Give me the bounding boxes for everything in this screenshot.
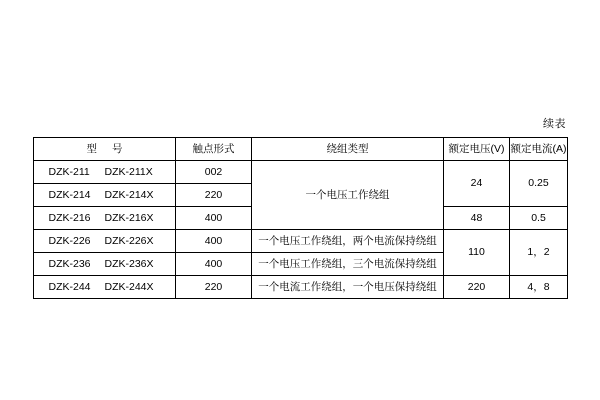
cell-winding-type: 一个电压工作绕组，两个电流保持绕组	[252, 230, 444, 253]
column-header-winding-type: 绕组类型	[252, 138, 444, 161]
column-header-model: 型 号	[34, 138, 176, 161]
model-code-a: DZK-236	[48, 257, 91, 270]
cell-contact-form: 400	[176, 207, 252, 230]
model-code-b: DZK-216X	[104, 211, 154, 224]
cell-model	[34, 276, 176, 299]
column-header-rated-voltage: 额定电压(V)	[444, 138, 510, 161]
table-header-row	[34, 138, 568, 161]
cell-model	[34, 230, 176, 253]
cell-contact-form: 220	[176, 276, 252, 299]
cell-contact-form: 400	[176, 230, 252, 253]
model-code-a: DZK-226	[48, 234, 91, 247]
column-header-contact-form: 触点形式	[176, 138, 252, 161]
specification-table	[33, 137, 568, 299]
cell-rated-voltage: 24	[444, 161, 510, 207]
model-code-b: DZK-211X	[104, 165, 153, 178]
cell-model	[34, 184, 176, 207]
continued-table-label: 续表	[543, 118, 566, 130]
cell-model	[34, 161, 176, 184]
cell-contact-form: 220	[176, 184, 252, 207]
cell-rated-current: 0.5	[510, 207, 568, 230]
model-code-b: DZK-226X	[104, 234, 154, 247]
model-code-a: DZK-244	[48, 280, 91, 293]
model-code-a: DZK-216	[48, 211, 91, 224]
cell-rated-voltage: 48	[444, 207, 510, 230]
model-code-b: DZK-214X	[104, 188, 154, 201]
model-code-a: DZK-214	[48, 188, 91, 201]
cell-rated-voltage: 110	[444, 230, 510, 276]
cell-rated-current: 4，8	[510, 276, 568, 299]
model-code-a: DZK-211	[48, 165, 90, 178]
column-header-rated-current: 额定电流(A)	[510, 138, 568, 161]
cell-contact-form: 002	[176, 161, 252, 184]
cell-winding-type: 一个电流工作绕组，一个电压保持绕组	[252, 276, 444, 299]
cell-rated-current: 0.25	[510, 161, 568, 207]
table-row	[34, 161, 568, 184]
cell-winding-type: 一个电压工作绕组，三个电流保持绕组	[252, 253, 444, 276]
model-code-b: DZK-244X	[104, 280, 154, 293]
cell-model	[34, 207, 176, 230]
cell-rated-voltage: 220	[444, 276, 510, 299]
table-row	[34, 230, 568, 253]
cell-rated-current: 1，2	[510, 230, 568, 276]
cell-winding-type-merged: 一个电压工作绕组	[252, 161, 444, 230]
cell-contact-form: 400	[176, 253, 252, 276]
table-row	[34, 276, 568, 299]
model-code-b: DZK-236X	[104, 257, 154, 270]
cell-model	[34, 253, 176, 276]
